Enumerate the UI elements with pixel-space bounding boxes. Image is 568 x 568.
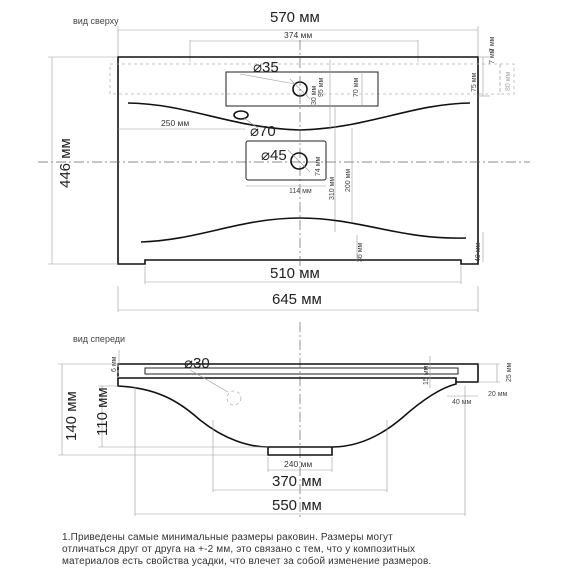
dim-tap-area: 70 мм <box>353 77 360 97</box>
dim-edge-20: 20 мм <box>488 391 508 398</box>
dim-bowl-height: 110 мм <box>94 387 111 436</box>
dim-total-width: 645 мм <box>272 291 322 308</box>
front-view-label: вид спереди <box>73 334 126 344</box>
dim-tap-hole-diameter: ⌀35 <box>253 59 279 76</box>
dim-deck-depth: 75 мм <box>471 72 478 92</box>
dim-bowl-left: 250 мм <box>161 118 190 128</box>
dim-overflow-diameter: ⌀70 <box>250 123 276 140</box>
front-overflow-hole <box>227 391 241 405</box>
footnote-line-2: отличаться друг от друга на +-2 мм, это связано с тем, что у композитных <box>62 544 416 555</box>
top-view <box>38 9 530 312</box>
dim-overall-width: 570 мм <box>270 9 320 26</box>
dim-rim: 7 мм <box>489 36 496 52</box>
dim-front-overflow-diameter: ⌀30 <box>184 355 210 372</box>
dim-bowl-width: 370 мм <box>272 473 322 490</box>
dim-front-margin: 40 мм <box>475 242 482 262</box>
dim-drain-width: 114 мм <box>289 188 312 195</box>
dim-tap-offset: 95 мм <box>318 77 325 97</box>
dim-front-depth: 446 мм <box>57 138 74 188</box>
ghost-strip <box>110 64 500 94</box>
dim-edge-40: 40 мм <box>452 399 472 406</box>
dim-front-lip: 36 мм <box>357 242 364 262</box>
front-view <box>58 322 513 518</box>
footnote <box>62 532 562 568</box>
dim-total-height: 140 мм <box>63 391 80 441</box>
dim-drain-depth: 200 мм <box>345 168 352 192</box>
top-sink-outline <box>118 57 478 264</box>
dim-drain-width-front: 240 мм <box>284 459 313 469</box>
dim-drain-box: 74 мм <box>315 156 322 176</box>
top-view-label: вид сверху <box>73 16 119 26</box>
footnote-line-1: 1.Приведены самые минимальные размеры раковин. Размеры могут <box>62 532 393 543</box>
dim-hole-spacing: 374 мм <box>284 30 313 40</box>
dim-drain-diameter: ⌀45 <box>261 147 287 164</box>
footnote-line-3: материалов есть свойства усадки, что влечет за собой изменение размеров. <box>62 556 432 567</box>
front-bowl-profile <box>118 378 456 447</box>
dim-outer-width: 550 мм <box>272 497 322 514</box>
dim-depth-to-tap: 30 мм <box>311 85 318 105</box>
dim-ghost-height: 80 мм <box>505 71 512 91</box>
dim-inner-width: 510 мм <box>270 265 320 282</box>
dim-rim-2: 7 мм <box>489 48 496 64</box>
dim-top-gap: 6 мм <box>111 356 118 372</box>
dim-bowl-depth: 310 мм <box>329 176 336 200</box>
dim-side-15: 15 мм <box>423 365 430 385</box>
overflow-hole <box>234 111 248 119</box>
dim-edge-25: 25 мм <box>506 362 513 382</box>
top-bowl-front-curve <box>141 218 466 242</box>
